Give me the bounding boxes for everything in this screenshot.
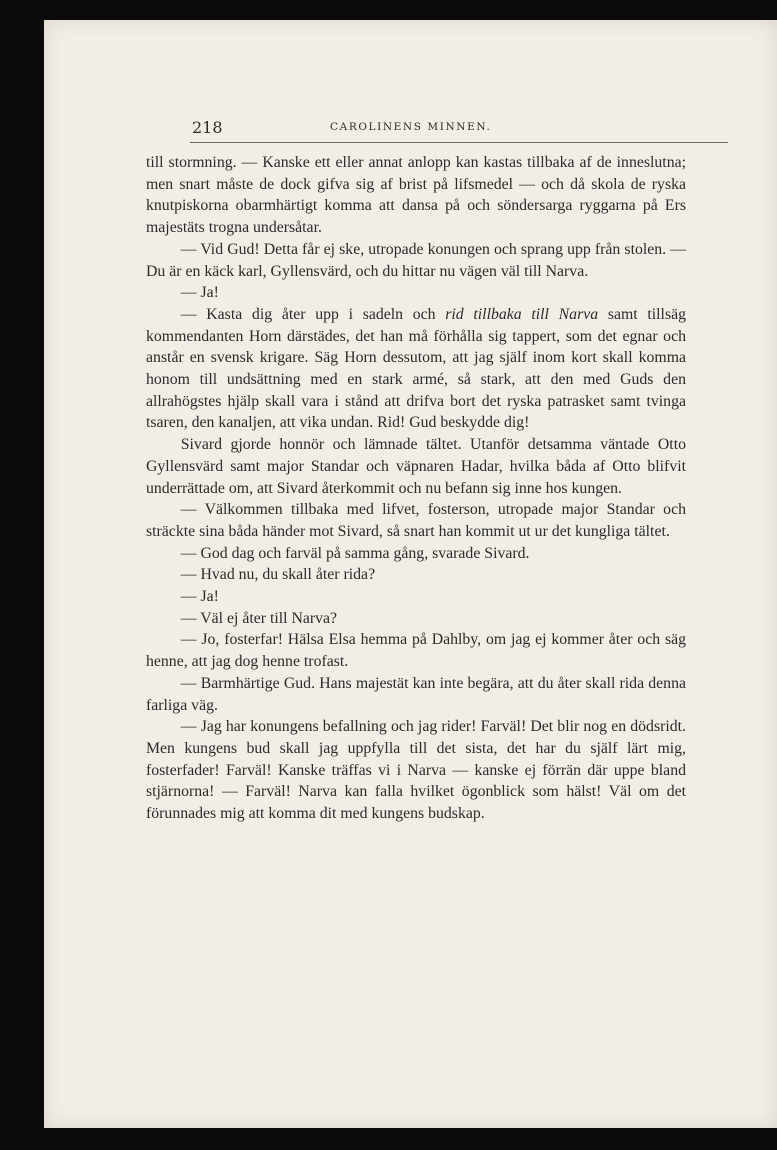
page-header: [190, 118, 728, 143]
paragraph: — Jag har konungens befallning och jag rider! Farväl! Det blir nog en dödsridt. Men kungens bud skall jag uppfylla till det sista, det har du själf lärt mig, fosterfader! Farväl! Kanske träffas vi i Narva — kanske ej förrän där uppe bland stjärnorna! — Farväl! Narva kan falla hvilket ögonblick som hälst! Väl om det förunnades mig att komma dit med kungens budskap.: [146, 718, 686, 823]
paragraph: — Ja!: [180, 284, 219, 302]
page-number: 218: [192, 118, 223, 137]
paragraph: — Barmhärtige Gud. Hans majestät kan inte begära, att du åter skall rida denna farliga väg.: [146, 674, 686, 714]
paragraph: — Väl ej åter till Narva?: [180, 609, 338, 627]
paragraph: — God dag och farväl på samma gång, svarade Sivard.: [180, 544, 530, 562]
paragraph-text: — Kasta dig åter upp i sadeln och: [180, 305, 446, 323]
italic-phrase: rid tillbaka till Narva: [445, 305, 599, 323]
paragraph-text: samt tillsäg kommendanten Horn därstädes, det han må förhålla sig tappert, som det egnar och anstår en svensk krigare. Säg Horn dessutom, att jag själf inom kort skall komma honom till undsättning med en stark armé, så stark, att den med Guds den allrahögstes hjälp skall vara i stånd att drifva bort det ryska patrasket samt tvinga tsaren, den kanaljen, att vika undan. Rid! Gud beskydde dig!: [146, 305, 686, 432]
paragraph: — Hvad nu, du skall åter rida?: [180, 566, 376, 584]
running-title: CAROLINENS MINNEN.: [330, 121, 492, 133]
paragraph: — Vid Gud! Detta får ej ske, utropade konungen och sprang upp från stolen. — Du är en käck karl, Gyllensvärd, och du hittar nu vägen väl till Narva.: [146, 240, 686, 280]
paragraph: Sivard gjorde honnör och lämnade tältet. Utanför detsamma väntade Otto Gyllensvärd samt major Standar och väpnaren Hadar, hvilka båda af Otto blifvit underrättade om, att Sivard återkommit och nu befann sig inne hos kungen.: [146, 436, 686, 497]
paragraph: till stormning. — Kanske ett eller annat anlopp kan kastas tillbaka af de inneslutna; men snart måste de dock gifva sig af brist på lifsmedel — och då skola de ryska knutpiskorna obarmhärtigt komma att dansa på och söndersarga ryggarna på Ers majestäts trogna undersåtar.: [146, 154, 686, 237]
paragraph: — Jo, fosterfar! Hälsa Elsa hemma på Dahlby, om jag ej kommer åter och säg henne, att jag dog henne trofast.: [146, 631, 686, 671]
paragraph: [146, 304, 686, 434]
paragraph: — Ja!: [180, 588, 219, 606]
paragraph: — Välkommen tillbaka med lifvet, fosterson, utropade major Standar och sträckte sina båda händer mot Sivard, så snart han kommit ut ur det kungliga tältet.: [146, 501, 686, 540]
body-text: [146, 152, 686, 825]
